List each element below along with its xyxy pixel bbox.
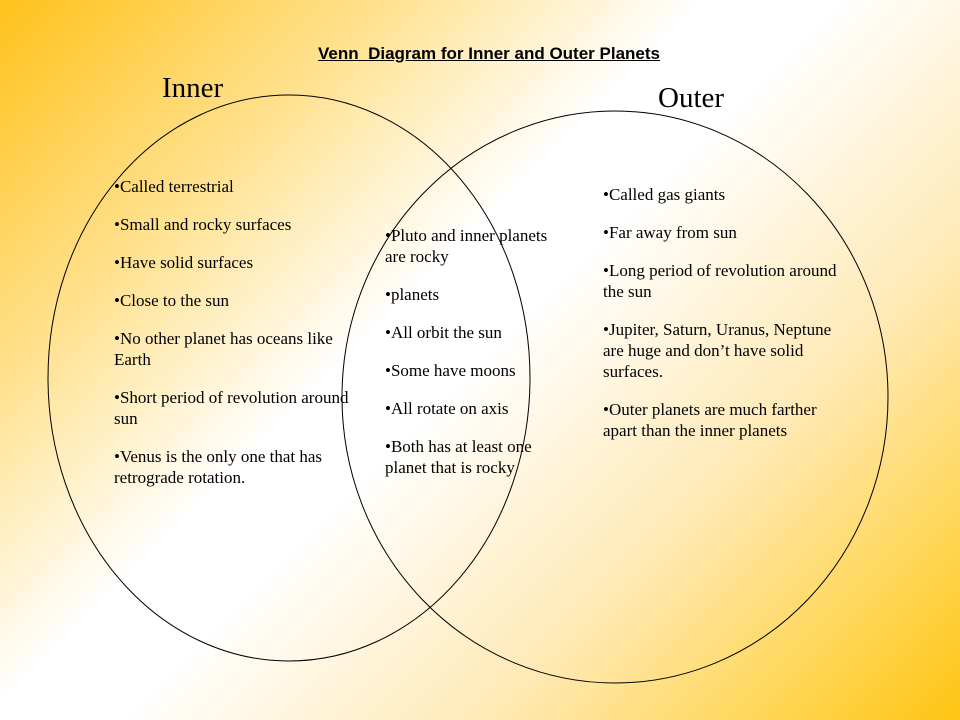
inner-item: • Small and rocky surfaces [114, 214, 350, 235]
shared-item: • All rotate on axis [385, 398, 555, 419]
inner-items-list [114, 176, 350, 505]
outer-item: • Outer planets are much farther apart than the inner planets [603, 399, 843, 441]
outer-items-list [603, 184, 843, 458]
shared-items-list [385, 225, 555, 495]
inner-item: • Have solid surfaces [114, 252, 350, 273]
inner-set-label: Inner [162, 72, 224, 104]
shared-item: • All orbit the sun [385, 322, 555, 343]
outer-set-label: Outer [658, 82, 725, 114]
inner-item: • Close to the sun [114, 290, 350, 311]
shared-item: • planets [385, 284, 555, 305]
diagram-title: Venn Diagram for Inner and Outer Planets [318, 44, 660, 63]
outer-item: • Far away from sun [603, 222, 843, 243]
shared-item: • Some have moons [385, 360, 555, 381]
outer-item: • Called gas giants [603, 184, 843, 205]
outer-item: • Jupiter, Saturn, Uranus, Neptune are huge and don’t have solid surfaces. [603, 319, 843, 382]
inner-item: • No other planet has oceans like Earth [114, 328, 350, 370]
inner-item: • Called terrestrial [114, 176, 350, 197]
outer-item: • Long period of revolution around the sun [603, 260, 843, 302]
inner-item: • Short period of revolution around sun [114, 387, 350, 429]
shared-item: • Both has at least one planet that is rocky [385, 436, 555, 478]
shared-item: • Pluto and inner planets are rocky [385, 225, 555, 267]
inner-item: • Venus is the only one that has retrograde rotation. [114, 446, 350, 488]
